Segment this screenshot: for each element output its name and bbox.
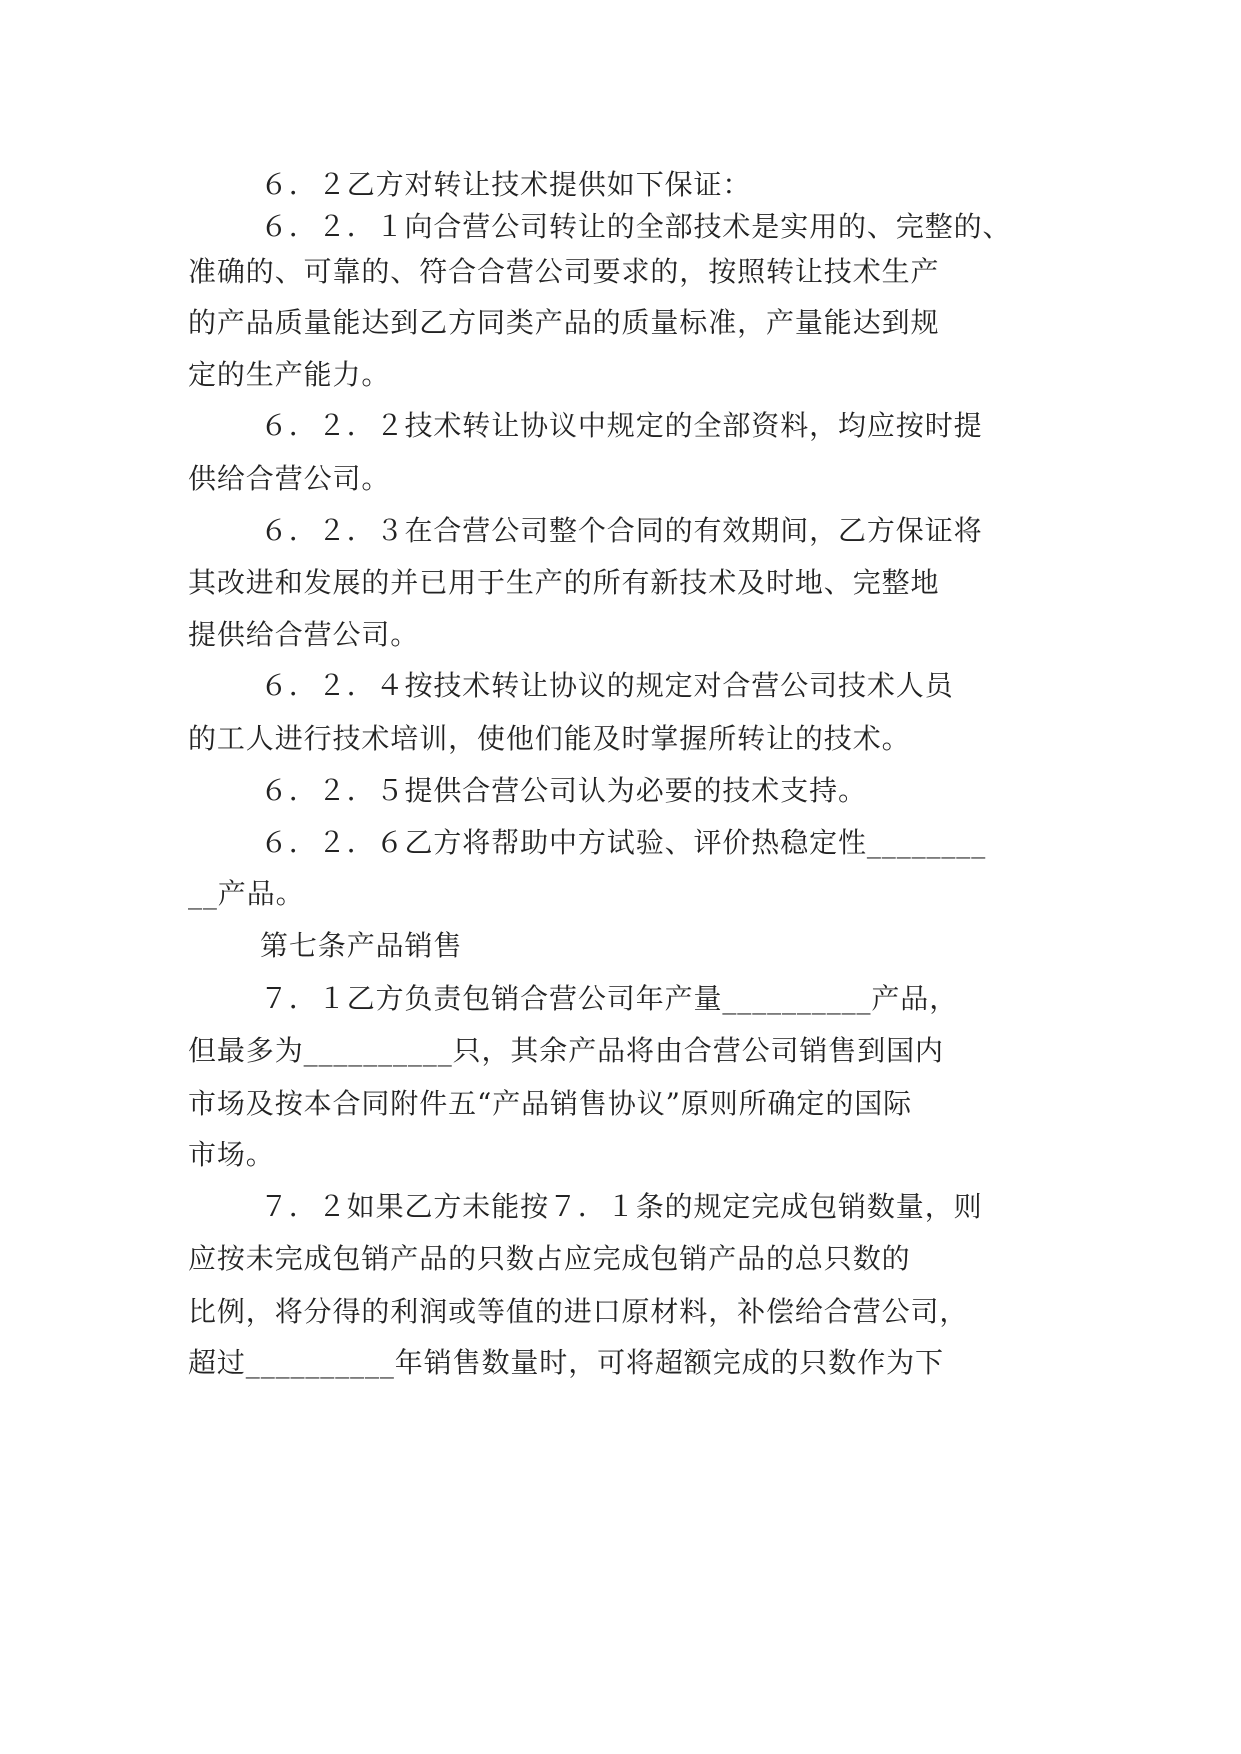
paragraph-7-2-line-2: 应按未完成包销产品的只数占应完成包销产品的总只数的 [188,1242,911,1275]
paragraph-7-2-line-4: 超过__________年销售数量时，可将超额完成的只数作为下 [188,1346,944,1379]
paragraph-6-2-1-line-2: 准确的、可靠的、符合合营公司要求的，按照转让技术生产 [188,255,940,288]
paragraph-6-2-heading: ６．２乙方对转让技术提供如下保证： [260,168,752,201]
paragraph-6-2-3-line-3: 提供给合营公司。 [188,618,420,651]
paragraph-6-2-4-line-1: ６．２．４按技术转让协议的规定对合营公司技术人员 [260,669,954,702]
article-7-heading: 第七条产品销售 [260,929,463,962]
paragraph-6-2-1-line-4: 定的生产能力。 [188,358,391,391]
paragraph-7-1-line-4: 市场。 [188,1138,275,1171]
paragraph-6-2-3-line-1: ６．２．３在合营公司整个合同的有效期间，乙方保证将 [260,514,983,547]
paragraph-7-1-line-1: ７．１乙方负责包销合营公司年产量__________产品， [260,982,959,1015]
paragraph-7-2-line-1: ７．２如果乙方未能按７．１条的规定完成包销数量，则 [260,1190,983,1223]
paragraph-7-1-line-3: 市场及按本合同附件五“产品销售协议”原则所确定的国际 [188,1087,913,1120]
paragraph-6-2-6-line-1: ６．２．６乙方将帮助中方试验、评价热稳定性________ [260,826,987,859]
paragraph-7-2-line-3: 比例，将分得的利润或等值的进口原材料，补偿给合营公司， [188,1295,969,1328]
paragraph-7-1-line-2: 但最多为__________只，其余产品将由合营公司销售到国内 [188,1034,944,1067]
paragraph-6-2-1-line-3: 的产品质量能达到乙方同类产品的质量标准，产量能达到规 [188,306,940,339]
paragraph-6-2-6-line-2: __产品。 [188,877,305,910]
paragraph-6-2-2-line-2: 供给合营公司。 [188,462,391,495]
paragraph-6-2-3-line-2: 其改进和发展的并已用于生产的所有新技术及时地、完整地 [188,566,940,599]
paragraph-6-2-2-line-1: ６．２．２技术转让协议中规定的全部资料，均应按时提 [260,409,983,442]
paragraph-6-2-5: ６．２．５提供合营公司认为必要的技术支持。 [260,774,867,807]
paragraph-6-2-1-line-1: ６．２．１向合营公司转让的全部技术是实用的、完整的、 [260,210,1012,243]
paragraph-6-2-4-line-2: 的工人进行技术培训，使他们能及时掌握所转让的技术。 [188,722,911,755]
